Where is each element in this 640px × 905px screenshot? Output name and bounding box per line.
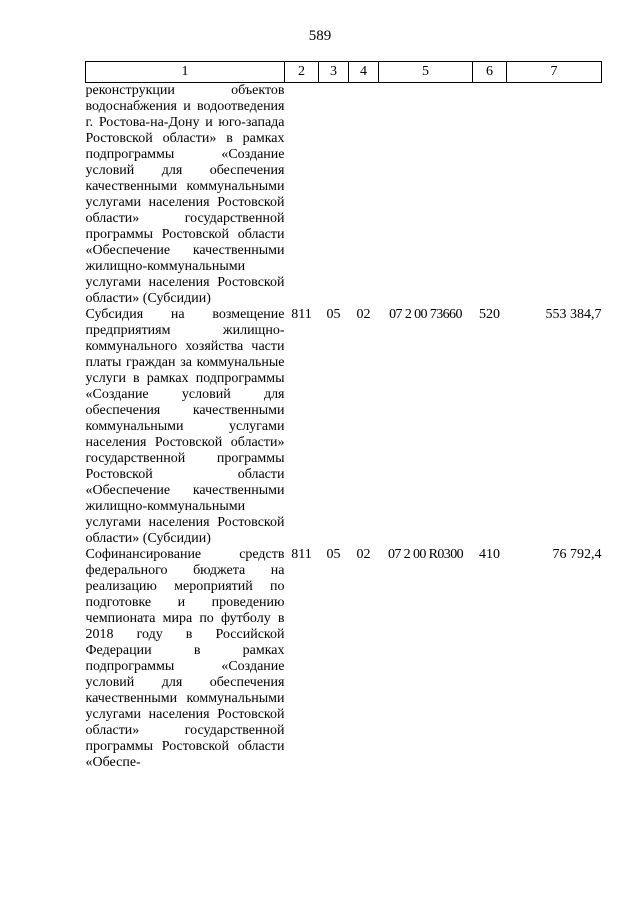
- column-header-7: 7: [507, 62, 602, 83]
- row-section-code: 05: [326, 307, 341, 322]
- page-number: 589: [308, 28, 332, 44]
- row-target-article-code: 07 2 00 R0300: [387, 547, 464, 562]
- row-target-article-code: [379, 83, 473, 308]
- column-header-6: 6: [473, 62, 507, 83]
- row-amount: [507, 83, 602, 308]
- table-row: [86, 83, 602, 308]
- row-subsection-code: 02: [356, 307, 371, 322]
- row-target-article-code: 07 2 00 73660: [389, 307, 462, 322]
- row-description: реконструкции объектов водоснабжения и водоотведения г. Ростова-на-Дону и юго-запада Ростовской области» в рамках подпрограммы «Создание условий для обеспечения качественными коммунальными услугами населения Ростовской области» государственной программы Ростовской области «Обеспечение качественными жилищно-коммунальными услугами населения Ростовской области» (Субсидии): [85, 83, 285, 306]
- row-subsection-code: [349, 83, 379, 308]
- column-header-5: 5: [379, 62, 473, 83]
- row-description: Софинансирование средств федерального бюджета на реализацию мероприятий по подготовке и проведению чемпионата мира по футболу в 2018 году в Российской Федерации в рамках подпрограммы «Создание условий для обеспечения качественными коммунальными услугами населения Ростовской области» государственной программы Ростовской области «Обеспе-: [85, 547, 285, 770]
- row-expense-type-code: 410: [479, 547, 500, 562]
- row-section-code: 05: [326, 547, 341, 562]
- row-amount: 553 384,7: [545, 307, 602, 322]
- row-subsection-code: 02: [356, 547, 371, 562]
- row-ministry-code: [285, 83, 319, 308]
- row-ministry-code: 811: [291, 307, 312, 322]
- column-header-3: 3: [319, 62, 349, 83]
- row-section-code: [319, 83, 349, 308]
- table-row: [86, 307, 602, 547]
- row-ministry-code: 811: [291, 547, 312, 562]
- column-header-4: 4: [349, 62, 379, 83]
- column-header-1: 1: [86, 62, 285, 83]
- row-expense-type-code: 520: [479, 307, 500, 322]
- row-description: Субсидия на возмещение предприятиям жилищно-коммунального хозяйства части платы граждан за коммунальные услуги в рамках подпрограммы «Создание условий для обеспечения качественными коммунальными услугами населения Ростовской области» государственной программы Ростовской области «Обеспечение качественными жилищно-коммунальными услугами населения Ростовской области» (Субсидии): [85, 307, 285, 546]
- table-row: [86, 547, 602, 771]
- column-number-header-row: [86, 62, 602, 83]
- row-expense-type-code: [473, 83, 507, 308]
- budget-table: [85, 61, 602, 771]
- column-header-2: 2: [285, 62, 319, 83]
- row-amount: 76 792,4: [552, 547, 602, 562]
